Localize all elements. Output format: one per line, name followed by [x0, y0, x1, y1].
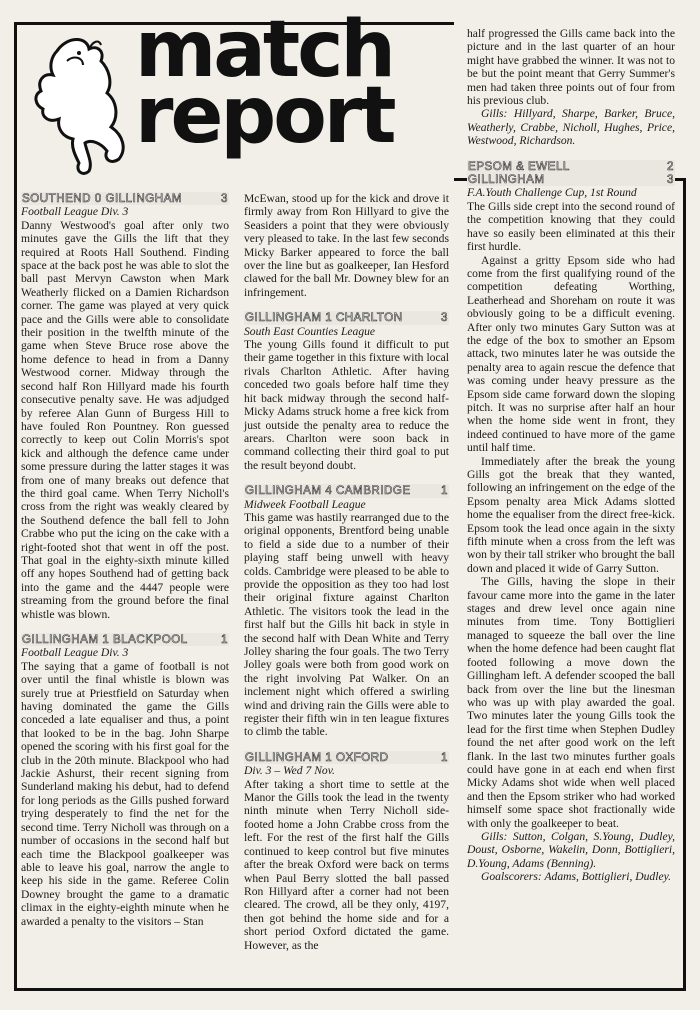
team-name: OXFORD — [335, 750, 389, 764]
divider — [21, 621, 229, 633]
divider — [244, 299, 449, 311]
team-lineup: Gills: Hillyard, Sharpe, Barker, Bruce, Weatherly, Crabbe, Nicholl, Hughes, Price, Westwood, Richardson. — [467, 107, 675, 148]
competition-label: Div. 3 – Wed 7 Nov. — [244, 764, 335, 778]
column-2 — [244, 192, 449, 952]
score: 1 — [325, 311, 333, 325]
goalscorers: Goalscorers: Adams, Bottiglieri, Dudley. — [481, 870, 671, 884]
divider — [244, 472, 449, 484]
match-heading — [244, 311, 449, 324]
divider — [244, 739, 449, 751]
team-name: GILLINGHAM — [245, 484, 322, 498]
article-body: Immediately after the break the young Gills got the break that they wanted, following an infringement on the edge of the Epsom penalty area Mick Adams slotted home the equaliser from the direct free-kick. Epsom took the lead once again in the sixty fifth minute when a cross from the left was won by their tall striker who brought the ball down and placed it wide of Garry Sutton. — [467, 454, 676, 575]
team-name: CHARLTON — [335, 311, 403, 325]
team-name: GILLINGHAM — [468, 173, 545, 187]
competition-label: Football League Div. 3 — [21, 205, 129, 219]
article-body: Against a gritty Epsom side who had come from the first qualifying round of the competition defeating Worthing, Leatherhead and Shoreham on route it was obviously going to be a difficult evening. After only two minutes Gary Sutton was at the edge of the box to smother an Epsom attack, two minutes later he was outside the penalty area to again rescue the defence that was coming under heavy pressure as the Epsom side came forward down the sloping pitch. It was no surprise after half an hour when the home side went in front, they indeed continued to have more of the game until half time. — [467, 253, 675, 455]
divider — [467, 148, 675, 160]
team-lineup: Gills: Sutton, Colgan, S.Young, Dudley, Doust, Osborne, Wakelin, Donn, Bottiglieri, D.Young, Adams (Benning). — [467, 829, 675, 870]
team-name: GILLINGHAM — [245, 750, 322, 764]
team-name: GILLINGHAM — [245, 311, 322, 325]
article-body: This game was hastily rearranged due to the original opponents, Brentford being unable to field a side due to a number of their playing staff being unwell with heavy colds. Cambridge were pleased to be able to provide the opposition as they too had lost their original fixture against Charlton Athletic. The visitors took the lead in the first half but the Gills hit back in style in the second half with Dean White and Terry Jolley sharing the four goals. The two Terry Jolley goals were both from good work on the right involving Pat Walker. On an inclement night which offered a swirling wind and driving rain the Gills were able to register their fifth win in ten league fixtures to climb the table. — [244, 510, 449, 739]
frame-bottom-rule — [14, 988, 686, 991]
heading-left — [245, 311, 403, 324]
match-heading — [21, 633, 229, 646]
competition-label: Football League Div. 3 — [21, 646, 129, 660]
article-body: The Gills, having the slope in their favour came more into the game in the later stages and drew level once again nine minutes from time. Tony Bottiglieri managed to squeeze the ball over the line when the home defence had been caught flat footed following a move down the Gillingham left. A defender scooped the ball back from over the line but the linesman who was up with play awarded the goal. Two minutes later the young Gills took the lead for the first time when Stephen Dudley found the net after good work on the left flank. In the last two minutes further goals could have gone in at each end when first Micky Adams shot wide when well placed and then the Epsom striker who had worked himself some space shot fractionally wide with only the goalkeeper to beat. — [467, 575, 675, 830]
competition-label: Midweek Football League — [244, 497, 366, 511]
column-1 — [21, 192, 229, 928]
score: 1 — [441, 750, 448, 764]
article-body: The Gills side crept into the second round of the competition knowing that they could have so easily been eliminated at this their first hurdle. — [467, 199, 675, 254]
article-body: After taking a short time to settle at the Manor the Gills took the lead in the twenty ninth minute when Terry Nicholl side-footed home a John Crabbe cross from the left. For the rest of the first half the Gills continued to keep control but five minutes after the break Oxford were back on terms when Paul Berry slotted the ball passed Ron Hillyard after a corner had not been cleared. The crowd, all be they only, 4197, then got behind the home side and for a short period Oxford dictated the game. However, as the — [244, 777, 449, 952]
team-name: CAMBRIDGE — [335, 484, 411, 498]
heading-left — [245, 484, 411, 497]
column-3 — [467, 27, 675, 884]
heading-left — [245, 751, 389, 764]
kent-horse-logo-icon — [27, 31, 137, 181]
team-name: SOUTHEND — [22, 192, 92, 205]
score: 1 — [325, 750, 333, 764]
match-heading — [467, 160, 675, 173]
team-name: GILLINGHAM — [105, 192, 182, 205]
heading-left — [22, 633, 188, 646]
page-title — [135, 5, 394, 161]
score: 4 — [325, 484, 333, 498]
match-heading — [244, 751, 449, 764]
match-heading — [467, 173, 675, 186]
article-body: The young Gills found it difficult to put their game together in this fixture with local rivals Charlton Athletic. After having conceded two goals before half time they hit back midway through the second half- Micky Adams struck home a free kick from just outside the penalty area to reduce the arears. Charlton were soon back in command collecting their third goal to put the result beyond doubt. — [244, 338, 449, 472]
team-name: GILLINGHAM — [22, 633, 99, 646]
heading-left — [22, 192, 182, 205]
competition-label: F.A.Youth Challenge Cup, 1st Round — [467, 186, 637, 200]
frame-right-rule — [683, 180, 686, 990]
score: 0 — [94, 192, 102, 205]
score: 1 — [441, 484, 448, 498]
title-line-2: report — [135, 71, 394, 161]
article-body: McEwan, stood up for the kick and drove it firmly away from Ron Hillyard to give the Seasiders a point that they were obviously very pleased to take. In the last few seconds Micky Barker appeared to force the ball over the line but as goalkeeper, Ian Hesford clawed for the ball Mr. Downey blew for an infringement. — [244, 192, 449, 299]
team-name: EPSOM & EWELL — [468, 159, 570, 173]
score: 3 — [667, 173, 674, 187]
article-body: half progressed the Gills came back into the picture and in the last quarter of an hour might have grabbed the winner. It was not to be but the point meant that Gerry Summer's men had taken three points out of four from his previous club. — [467, 27, 675, 108]
score: 3 — [221, 192, 228, 205]
masthead — [17, 5, 454, 180]
title-line-1: match — [135, 5, 393, 95]
match-heading — [244, 484, 449, 497]
team-name: BLACKPOOL — [112, 633, 188, 646]
score: 2 — [667, 159, 674, 173]
competition-label: South East Counties League — [244, 324, 376, 338]
article-body: Danny Westwood's goal after only two minutes gave the Gills the lift that they required at Roots Hall Southend. Finding space at the back post he was able to slot the ball past Mervyn Cawston when Mark Weatherly flicked on a Damien Richardson corner. The game was played at very quick pace and the Gills were able to consolidate their position in the twelfth minute of the game when Steve Bruce rose above the home defence to head in from a Danny Westwood corner. Midway through the second half Ron Hillyard made his fourth consecutive penalty save. He was adjudged by referee Alan Gunn of Burgess Hill to have fouled Ron Pountney. Ron guessed correctly to keep out Colin Morris's spot kick and although the defence came under some pressure during the latter stages it was from one of many breaks out defence that the third goal came. When Terry Nicholl's cross from the right was weakly cleared by the Southend defence the ball fell to John Crabbe who put the icing on the cake with a right-footed shot that went in off the post. That goal in the eighty-sixth minute killed off any hopes Southend had of getting back into the game and the 4447 people were streaming from the ground before the final whistle was blown. — [21, 218, 229, 621]
score: 1 — [221, 633, 228, 646]
score: 1 — [102, 633, 110, 646]
article-body: The saying that a game of football is not over until the final whistle is blown was surely true at Priestfield on Saturday when having dominated the game the Gills conceded a late equaliser and thus, a point that looked to be in the bag. John Sharpe opened the scoring with his first goal for the club in the 20th minute. Blackpool who had Jackie Ashurst, their recent signing from Sunderland making his debut, had to defend for long periods as the Gills pushed forward trying desperately to find the net for the second time. Terry Nicholl was through on a number of occasions in the second half but each time the Blackpool goalkeeper was able to leave his goal, narrow the angle to keep his side in the game. Referee Colin Downey brought the game to a dramatic climax in the eighty-eighth minute when he awarded a penalty to the visitors – Stan — [21, 659, 229, 928]
score: 3 — [441, 311, 448, 325]
match-heading — [21, 192, 229, 205]
